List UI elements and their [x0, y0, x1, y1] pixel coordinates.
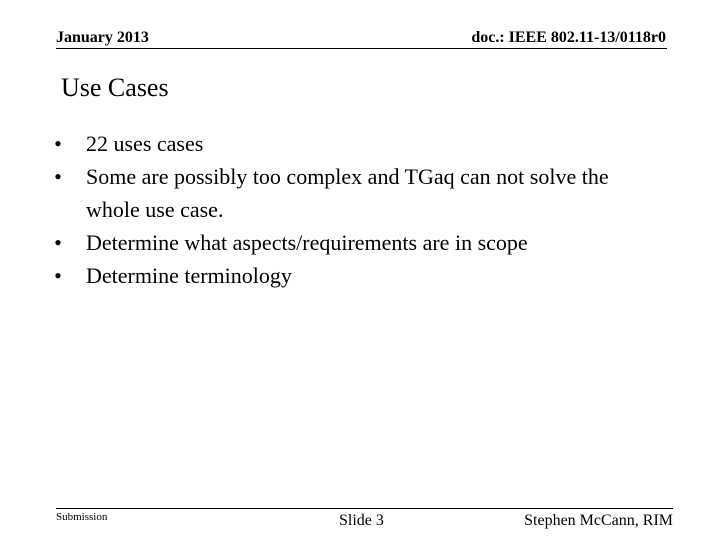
- bullet-item: [50, 127, 650, 160]
- bullet-item: [50, 226, 650, 259]
- slide-number: Slide 3: [339, 512, 384, 529]
- bullet-text: Some are possibly too complex and TGaq can not solve the whole use case.: [86, 164, 609, 222]
- bullet-list: [50, 127, 650, 292]
- bullet-item: [50, 160, 650, 226]
- bullet-text: Determine what aspects/requirements are in scope: [86, 230, 528, 255]
- bullet-marker-icon: •: [54, 263, 62, 288]
- slide-title: Use Cases: [61, 73, 169, 102]
- bullet-text: 22 uses cases: [86, 131, 204, 156]
- bullet-marker-icon: •: [54, 131, 62, 156]
- bullet-marker-icon: •: [54, 230, 62, 255]
- header-doc-id: doc.: IEEE 802.11-13/0118r0: [471, 29, 666, 46]
- bullet-text: Determine terminology: [86, 263, 292, 288]
- footer-submission: Submission: [56, 511, 108, 523]
- header-date: January 2013: [56, 29, 149, 46]
- bullet-marker-icon: •: [54, 164, 62, 189]
- footer-author: Stephen McCann, RIM: [524, 512, 673, 529]
- header-divider: [56, 48, 667, 49]
- bullet-item: [50, 259, 650, 292]
- footer-divider: [56, 508, 673, 509]
